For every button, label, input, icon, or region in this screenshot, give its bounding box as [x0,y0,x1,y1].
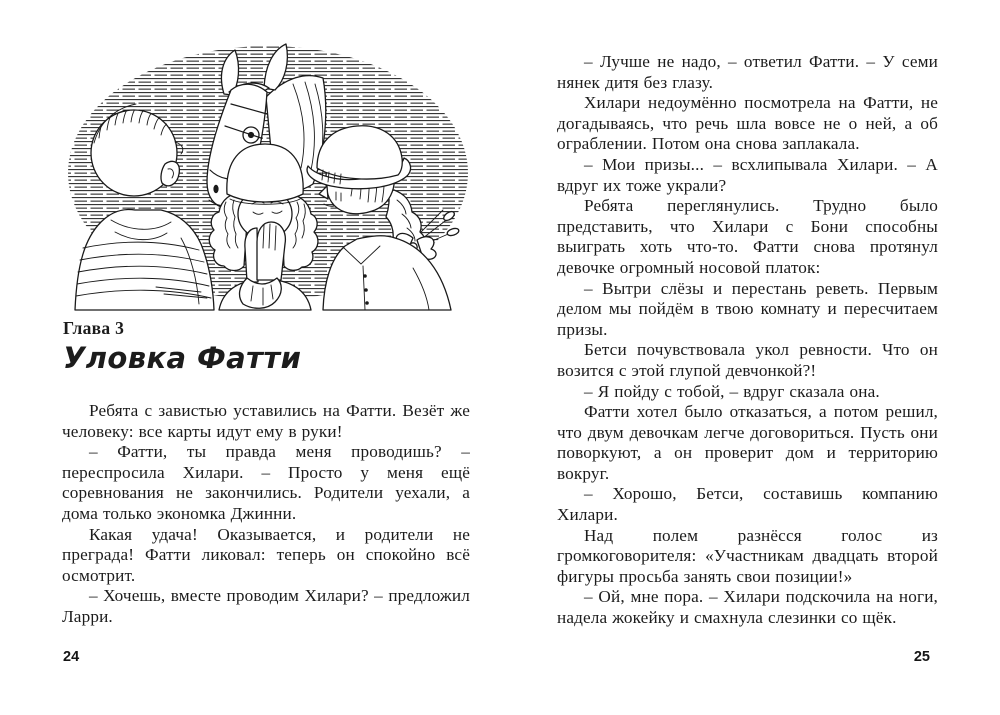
paragraph: – Хорошо, Бетси, составишь компанию Хилари. [557,484,938,525]
paragraph: Какая удача! Оказывается, и родители не преграда! Фатти ликовал: теперь он спокойно всё осмотрит. [62,524,470,585]
paragraph: – Мои призы... – всхлипывала Хилари. – А вдруг их тоже украли? [557,154,938,195]
pony-and-children-vignette-illustration [60,42,472,312]
paragraph: – Вытри слёзы и перестань реветь. Первым делом мы пойдём в твою комнату и пересчитаем призы. [557,278,938,339]
page-number-right: 25 [913,649,930,665]
chapter-illustration [60,42,472,312]
paragraph: Ребята с завистью уставились на Фатти. Везёт же человеку: все карты идут ему в руки! [62,401,470,441]
chapter-heading [63,318,301,373]
chapter-title: Уловка Фатти [63,341,302,375]
paragraph: Фатти хотел было отказаться, а потом решил, что двум девочкам легче договориться. Пусть они поворкуют, а он проверит дом и территорию вокруг. [557,402,938,483]
paragraph: Над полем разнёсся голос из громкоговорителя: «Участникам двадцать второй фигуры просьба занять свои позиции!» [557,525,938,586]
paragraph: Ребята переглянулись. Трудно было представить, что Хилари с Бони способны выиграть хоть что-то. Фатти снова протянул девочке огромный носовой платок: [557,196,938,277]
page-right [557,0,938,715]
paragraph: – Фатти, ты правда меня проводишь? – переспросила Хилари. – Просто у меня ещё соревнования не закончились. Родители уехали, а дома только экономка Джинни. [62,442,470,523]
paragraph: Хилари недоумённо посмотрела на Фатти, не догадываясь, что речь шла вовсе не о ней, а об ограблении. Потом она снова заплакала. [557,93,938,154]
page-number-left: 24 [63,649,80,665]
paragraph: – Ой, мне пора. – Хилари подскочила на ноги, надела жокейку и смахнула слезинки со щёк. [557,587,938,628]
paragraph: – Лучше не надо, – ответил Фатти. – У семи нянек дитя без глазу. [557,52,938,92]
paragraph: Бетси почувствовала укол ревности. Что он возится с этой глупой девчонкой?! [557,340,938,380]
paragraph: – Хочешь, вместе проводим Хилари? – предложил Ларри. [62,586,470,626]
paragraph: – Я пойду с тобой, – вдруг сказала она. [584,381,880,401]
chapter-number: Глава 3 [63,318,125,338]
left-page-text [62,401,470,628]
right-page-text [557,52,938,629]
page-left [62,0,470,715]
